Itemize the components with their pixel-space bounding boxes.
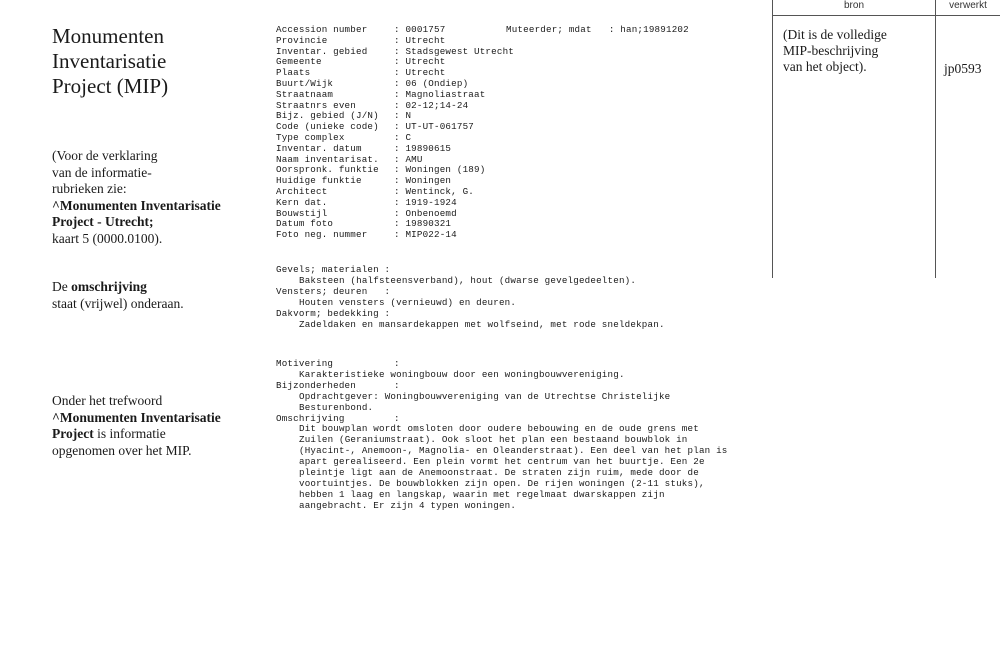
field-separator: : (394, 110, 406, 122)
field-value: 19890321 (405, 218, 452, 230)
source-line: (Dit is de volledige (783, 27, 887, 42)
description-line: apart gerealiseerd. Een plein vormt het centrum van het buurtje. Een 2e (299, 456, 705, 468)
field-label: Bouwstijl (276, 207, 328, 219)
field-separator: : (394, 34, 406, 46)
note-line: rubrieken zie: (52, 181, 127, 196)
section-heading: Bijzonderheden (276, 379, 356, 391)
field-separator: : (394, 196, 406, 208)
section-text: Baksteen (halfsteensverband), hout (dwarse gevelgedeelten). (299, 274, 637, 286)
note-line: (Voor de verklaring (52, 148, 158, 163)
reference-link[interactable]: Project (52, 426, 94, 441)
title-line: Monumenten (52, 24, 164, 48)
table-border-left (772, 0, 773, 278)
field-label: Straatnaam (276, 88, 334, 100)
field-separator: : (394, 229, 406, 241)
field-value: 06 (Ondiep) (405, 77, 469, 89)
mutator-field: Muteerder; mdat : han;19891202 (506, 24, 689, 35)
document-title (52, 24, 242, 99)
record-fields (276, 25, 514, 241)
field-value: 0001757 (405, 24, 446, 35)
field-separator: : (394, 67, 406, 79)
field-value: Stadsgewest Utrecht (405, 45, 514, 57)
description-line: pleintje ligt aan de Anemoonstraat. De straten zijn ruim, mede door de (299, 467, 699, 479)
note-line: van de informatie- (52, 164, 152, 180)
field-label: Accession number (276, 24, 368, 35)
field-label: Kern dat. (276, 196, 328, 208)
section-text: Houten vensters (vernieuwd) en deuren. (299, 296, 517, 308)
section-heading: Gevels; materialen : (276, 264, 391, 275)
record-field-row (276, 230, 514, 241)
source-line: van het object). (783, 59, 867, 74)
field-value: UT-UT-061757 (405, 121, 474, 133)
field-value: 02-12;14-24 (405, 99, 469, 111)
field-label: Muteerder; mdat (506, 24, 592, 35)
field-value: Onbenoemd (405, 207, 457, 219)
field-value: Magnoliastraat (405, 88, 486, 100)
field-separator: : (394, 218, 406, 230)
table-column-divider (935, 0, 936, 278)
field-label: Code (unieke code) (276, 121, 379, 133)
description-line: Dit bouwplan wordt omsloten door oudere bebouwing en de oude grens met (299, 423, 699, 435)
field-separator: : (394, 99, 406, 111)
section-heading: Dakvorm; bedekking : (276, 307, 391, 319)
reference-link[interactable]: ^Monumenten Inventarisatie (52, 197, 221, 213)
field-value: han;19891202 (620, 24, 689, 35)
field-label: Straatnrs even (276, 99, 356, 111)
field-separator: : (394, 56, 406, 68)
field-separator: : (394, 153, 406, 165)
field-label: Huidige funktie (276, 175, 362, 187)
field-value: 1919-1924 (405, 196, 457, 208)
field-separator: : (394, 131, 406, 143)
title-line: Project (MIP) (52, 74, 169, 98)
reference-link[interactable]: Project - Utrecht; (52, 214, 154, 229)
description-location-note (52, 279, 252, 312)
keyword-omschrijving: omschrijving (71, 279, 147, 294)
explanation-note (52, 148, 252, 247)
field-separator: : (394, 207, 406, 219)
field-value: AMU (405, 153, 423, 165)
section-text: Besturenbond. (299, 401, 374, 413)
field-separator: : (394, 24, 406, 35)
field-label: Foto neg. nummer (276, 229, 368, 241)
section-heading: Vensters; deuren : (276, 285, 391, 297)
field-label: Inventar. datum (276, 142, 362, 154)
column-header-bron: bron (843, 0, 864, 11)
reference-link[interactable]: ^Monumenten Inventarisatie (52, 409, 221, 425)
description-line: (Hyacint-, Anemoon-, Magnolia- en Oleanderstraat). Een deel van het plan is (299, 445, 728, 457)
field-value: Utrecht (405, 56, 446, 68)
field-label: Plaats (276, 67, 311, 79)
field-label: Type complex (276, 131, 345, 143)
section-heading: Motivering (276, 358, 334, 369)
field-label: Naam inventarisat. (276, 153, 379, 165)
description-line: hebben 1 laag en langskap, waarin met regelmaat dwarskappen zijn (299, 488, 665, 500)
field-value: N (405, 110, 412, 122)
motivation-section: Motivering : Karakteristieke woningbouw door een woningbouwvereniging. Bijzonderheden : Opdrachtgever: Woningbouwvereniging van de Utrechtse Christelijke Besturenbond. Omschrijving : Dit bouwplan wordt omsloten door oudere bebouwing en de oude grens met Zuilen (Geraniumstraat). Ook sloot het plan een bestaand bouwblok in (Hyacint-, Anemoon-, Magnolia- en Oleanderstraat). Een deel van het plan is apart gerealiseerd. Een plein vormt het centrum van het buurtje. Een 2e pleintje ligt aan de Anemoonstraat. De straten zijn ruim, mede door de voortuintjes. De bouwblokken zijn open. De rijen woningen (2-11 stuks), hebben 1 laag en langskap, waarin met regelmaat dwarskappen zijn aangebracht. Er zijn 4 typen woningen. (276, 358, 728, 511)
note-line: opgenomen over het MIP. (52, 442, 192, 458)
note-text: is informatie (93, 426, 166, 441)
note-line: Onder het trefwoord (52, 393, 163, 408)
field-separator: : (394, 88, 406, 100)
description-line: aangebracht. Er zijn 4 typen woningen. (299, 499, 517, 511)
field-value: Wentinck, G. (405, 185, 474, 197)
field-value: Woningen (405, 175, 452, 187)
description-line: voortuintjes. De bouwblokken zijn open. De rijen woningen (2-11 stuks), (299, 477, 705, 489)
field-value: Woningen (189) (405, 164, 486, 176)
field-label: Architect (276, 185, 328, 197)
field-label: Gemeente (276, 56, 322, 68)
field-label: Oorspronk. funktie (276, 164, 379, 176)
field-separator: : (394, 45, 406, 57)
field-separator: : (394, 175, 406, 187)
note-line: kaart 5 (0000.0100). (52, 230, 163, 246)
table-header-divider (772, 15, 1000, 16)
title-line: Inventarisatie (52, 49, 167, 73)
field-separator: : (394, 164, 406, 176)
processed-code: jp0593 (944, 61, 982, 76)
field-label: Buurt/Wijk (276, 77, 334, 89)
field-separator: : (394, 77, 406, 89)
section-text: Karakteristieke woningbouw door een woningbouwvereniging. (299, 368, 625, 380)
field-separator: : (394, 142, 406, 154)
field-value: C (405, 131, 412, 143)
note-text: De (52, 279, 72, 294)
field-label: Datum foto (276, 218, 334, 230)
field-separator: : (394, 185, 406, 197)
field-label: Inventar. gebied (276, 45, 368, 57)
field-label: Bijz. gebied (J/N) (276, 110, 379, 122)
section-text: Opdrachtgever: Woningbouwvereniging van de Utrechtse Christelijke (299, 390, 671, 402)
field-label: Provincie (276, 34, 328, 46)
field-value: Utrecht (405, 67, 446, 79)
field-value: Utrecht (405, 34, 446, 46)
column-header-verwerkt: verwerkt (949, 0, 987, 11)
mip-reference-note (52, 393, 252, 459)
source-note (783, 27, 933, 75)
section-text: Zadeldaken en mansardekappen met wolfseind, met rode sneldekpan. (299, 318, 665, 330)
description-line: Zuilen (Geraniumstraat). Ook sloot het plan een bestaand bouwblok in (299, 434, 688, 446)
field-value: 19890615 (405, 142, 452, 154)
field-value: MIP022-14 (405, 229, 457, 241)
materials-section (276, 265, 665, 330)
section-heading: Omschrijving (276, 412, 345, 424)
note-line: staat (vrijwel) onderaan. (52, 295, 184, 311)
source-line: MIP-beschrijving (783, 43, 879, 58)
field-separator: : (394, 121, 406, 133)
